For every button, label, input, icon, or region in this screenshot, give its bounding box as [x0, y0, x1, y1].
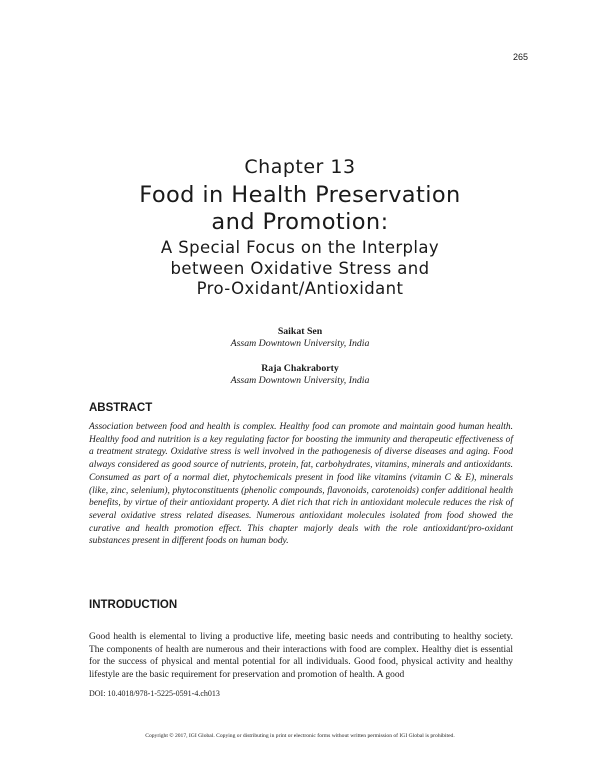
author-name: Saikat Sen — [277, 326, 323, 337]
chapter-subtitle-line: between Oxidative Stress and — [170, 258, 430, 278]
chapter-title — [0, 182, 600, 236]
author-affiliation: Assam Downtown University, India — [230, 375, 370, 386]
introduction-text: Good health is elemental to living a productive life, meeting basic needs and contributing to healthy society. The components of health are numerous and their interactions with food are complex. Healthy diet is essential for the success of physical and mental potential for all individuals. Good food, physical activity and healthy lifestyle are the basic requirement for preservation and promotion of health. A good — [89, 632, 513, 680]
author-1 — [0, 326, 600, 350]
abstract-heading: ABSTRACT — [89, 402, 153, 414]
author-name: Raja Chakraborty — [261, 363, 339, 374]
chapter-subtitle-line: A Special Focus on the Interplay — [160, 238, 440, 257]
chapter-title-line: Food in Health Preservation — [139, 182, 461, 208]
abstract-text: Association between food and health is complex. Healthy food can promote and maintain good human health. Healthy food and nutrition is a key regulating factor for boosting the immunity and therapeutic effectiveness of a treatment strategy. Oxidative stress is well involved in the pathogenesis of diverse diseases and aging. Food always considered as good source of nutrients, protein, fat, carbohydrates, vitamins, minerals and antioxidants. Consumed as part of a normal diet, phytochemicals present in food like vitamins (vitamin C & E), minerals (like, zinc, selenium), phytoconstituents (phenolic compounds, flavonoids, carotenoids) confer additional health benefits, by virtue of their antioxidant property. A diet rich that rich in antioxidant molecule reduces the risk of several oxidative stress related diseases. Numerous antioxidant molecules isolated from food showed the curative and health promotion effect. This chapter majorly deals with the role antioxidant/pro-oxidant substances present in different foods on human body. — [89, 422, 513, 547]
page-number: 265 — [512, 52, 528, 62]
introduction-heading: INTRODUCTION — [89, 599, 178, 611]
chapter-label: Chapter 13 — [244, 156, 356, 178]
author-2 — [0, 363, 600, 387]
chapter-subtitle — [0, 238, 600, 300]
author-affiliation: Assam Downtown University, India — [230, 338, 370, 349]
copyright-notice: Copyright © 2017, IGI Global. Copying or distributing in print or electronic forms without written permission of IGI Global is prohibited. — [145, 733, 455, 739]
chapter-title-line: and Promotion: — [211, 209, 389, 235]
doi: DOI: 10.4018/978-1-5225-0591-4.ch013 — [89, 689, 220, 698]
chapter-subtitle-line: Pro-Oxidant/Antioxidant — [196, 279, 404, 298]
